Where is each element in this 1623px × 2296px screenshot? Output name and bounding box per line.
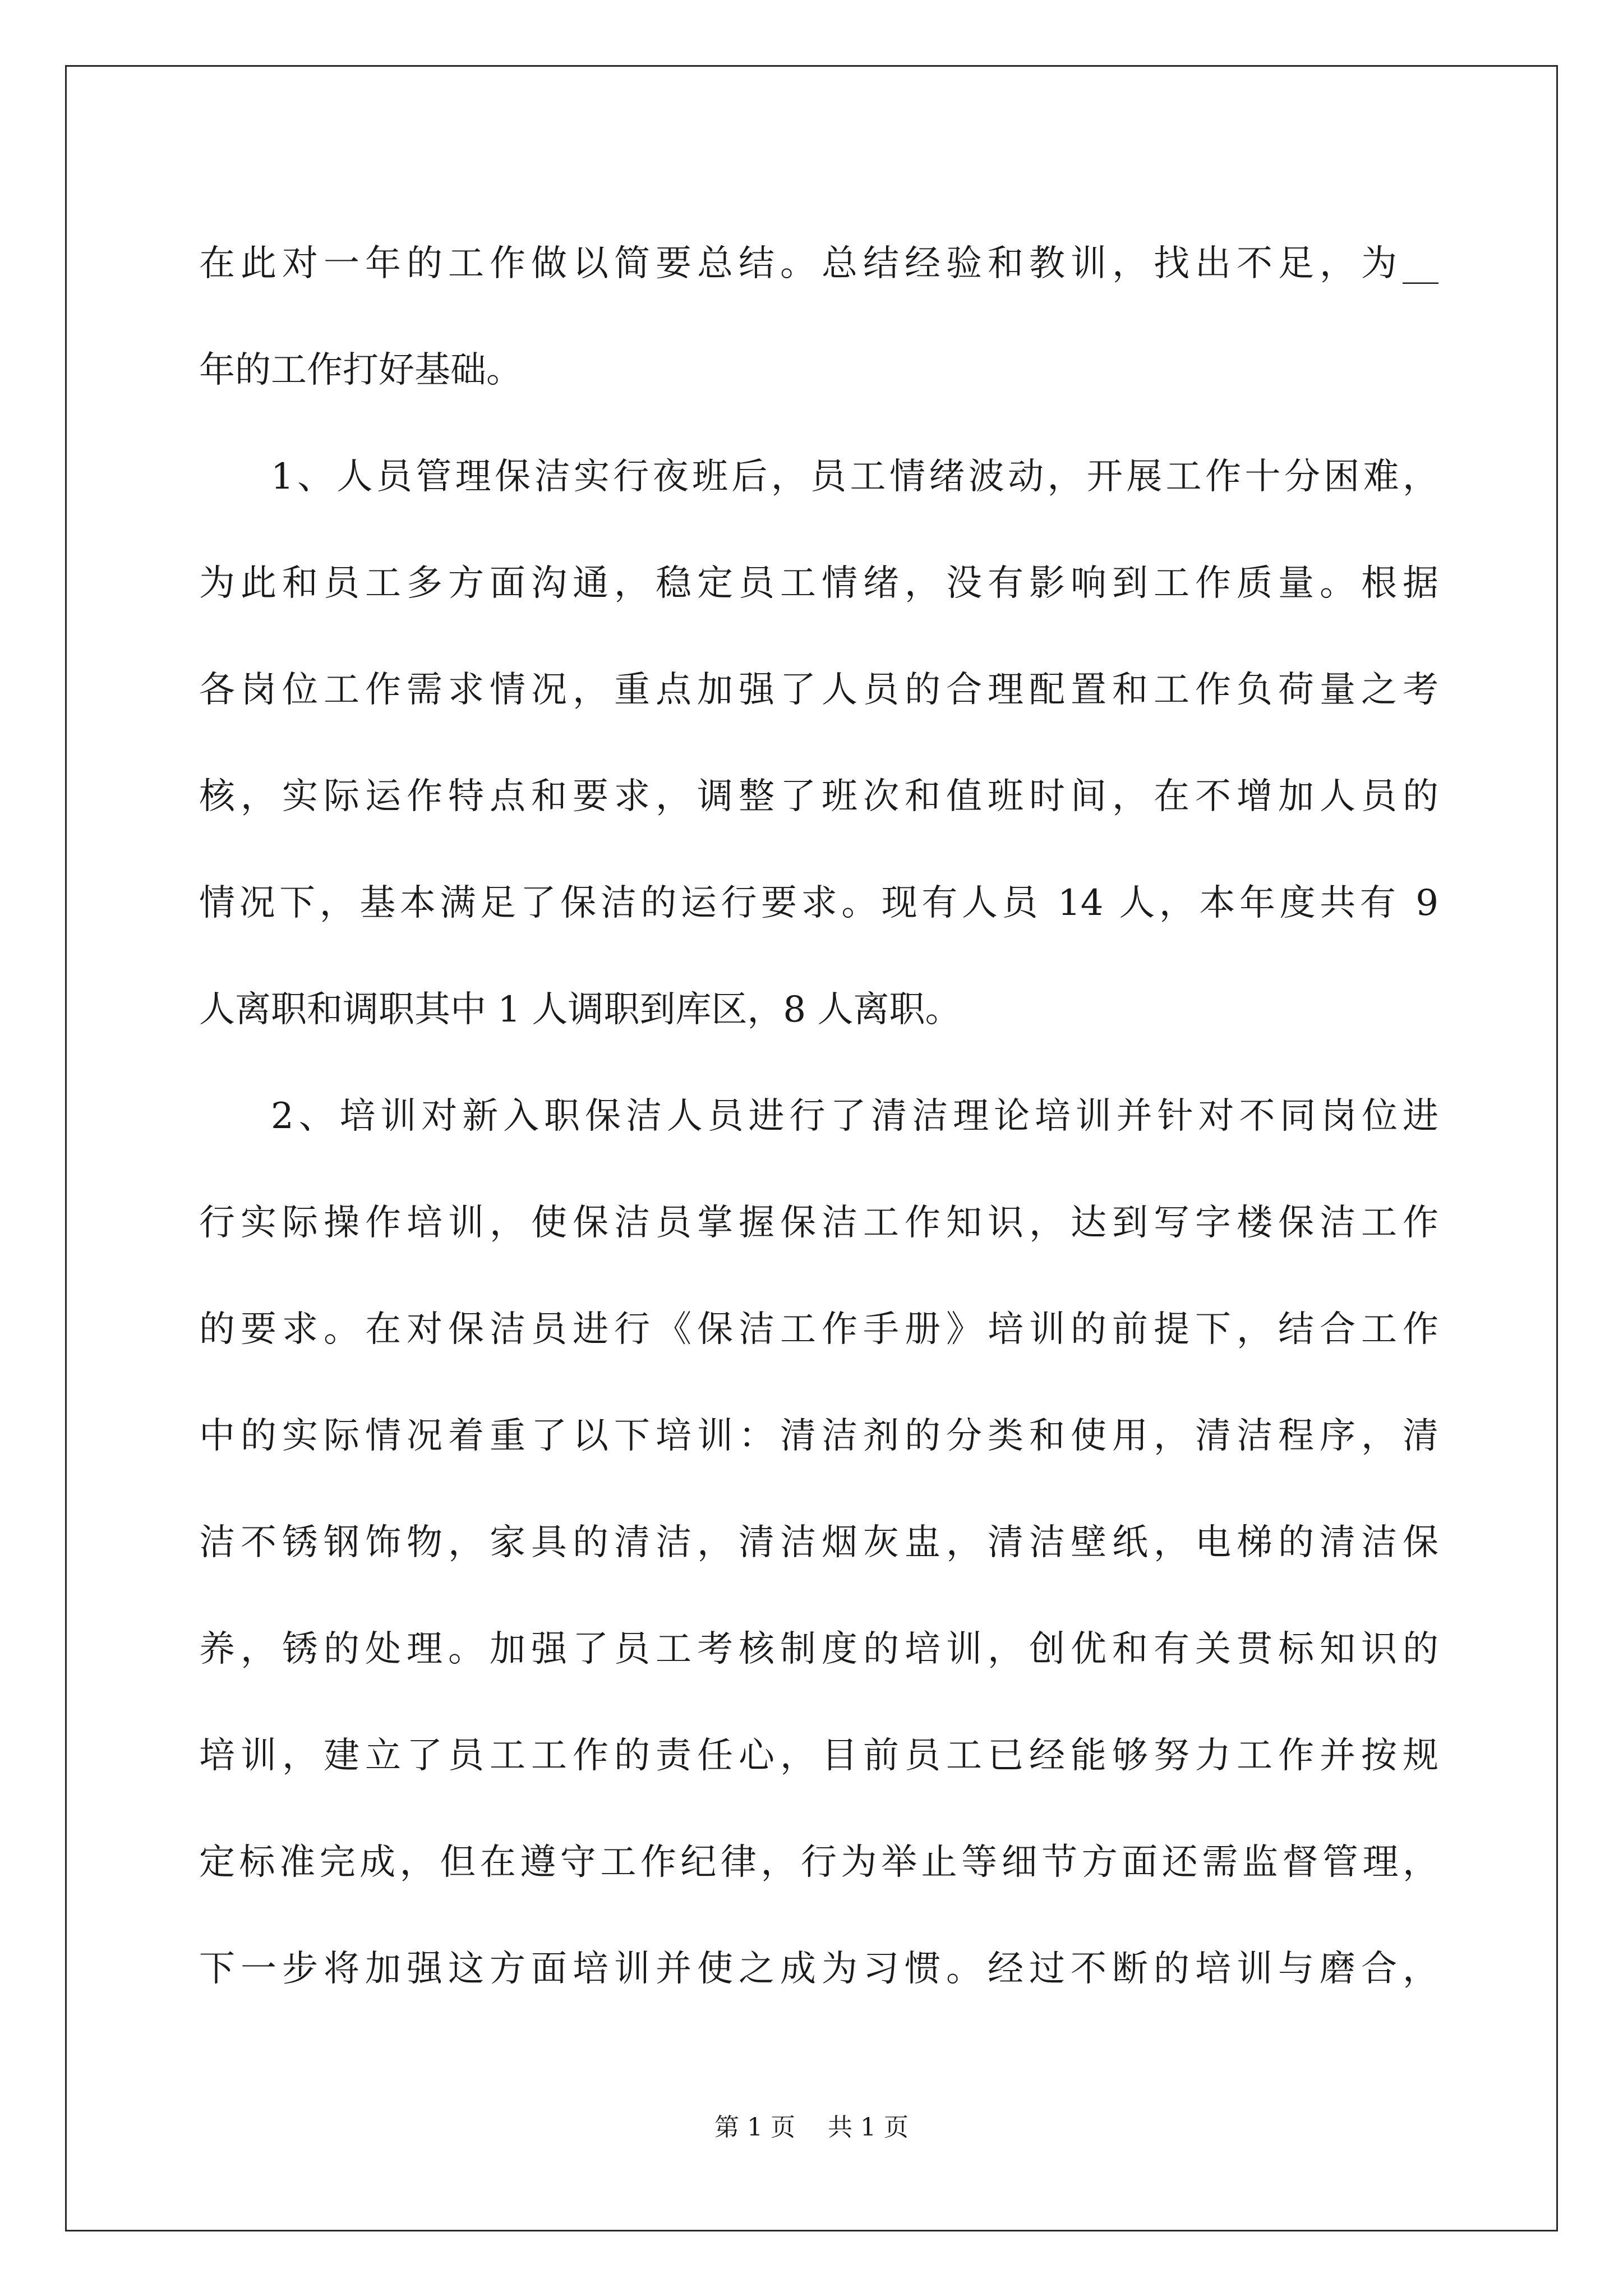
- text-line: 核，实际运作特点和要求，调整了班次和值班时间，在不增加人员的: [199, 776, 1438, 817]
- text-line: 在此对一年的工作做以简要总结。总结经验和教训，找出不足，为__: [199, 243, 1438, 284]
- text-line: 下一步将加强这方面培训并使之成为习惯。经过不断的培训与磨合，: [199, 1948, 1438, 1990]
- text-line: 为此和员工多方面沟通，稳定员工情绪，没有影响到工作质量。根据: [199, 563, 1438, 604]
- text-line: 情况下，基本满足了保洁的运行要求。现有人员 14 人，本年度共有 9: [199, 882, 1438, 924]
- text-line: 年的工作打好基础。: [199, 349, 522, 391]
- text-line: 培训，建立了员工工作的责任心，目前员工已经能够努力工作并按规: [199, 1735, 1438, 1777]
- paragraph-start-line: 2、培训对新入职保洁人员进行了清洁理论培训并针对不同岗位进: [271, 1096, 1438, 1137]
- page-number-footer: 第 1 页 共 1 页: [714, 2113, 909, 2142]
- text-line: 中的实际情况着重了以下培训：清洁剂的分类和使用，清洁程序，清: [199, 1415, 1438, 1457]
- text-line: 的要求。在对保洁员进行《保洁工作手册》培训的前提下，结合工作: [199, 1309, 1438, 1350]
- text-line: 定标准完成，但在遵守工作纪律，行为举止等细节方面还需监督管理，: [199, 1842, 1438, 1883]
- paragraph-start-line: 1、人员管理保洁实行夜班后，员工情绪波动，开展工作十分困难，: [271, 456, 1438, 498]
- text-line: 洁不锈钢饰物，家具的清洁，清洁烟灰盅，清洁壁纸，电梯的清洁保: [199, 1522, 1438, 1563]
- document-body: [199, 210, 1438, 2022]
- text-line: 人离职和调职其中 1 人调职到库区，8 人离职。: [199, 989, 961, 1030]
- text-line: 养，锈的处理。加强了员工考核制度的培训，创优和有关贯标知识的: [199, 1628, 1438, 1670]
- text-line: 行实际操作培训，使保洁员掌握保洁工作知识，达到写字楼保洁工作: [199, 1202, 1438, 1244]
- text-line: 各岗位工作需求情况，重点加强了人员的合理配置和工作负荷量之考: [199, 669, 1438, 711]
